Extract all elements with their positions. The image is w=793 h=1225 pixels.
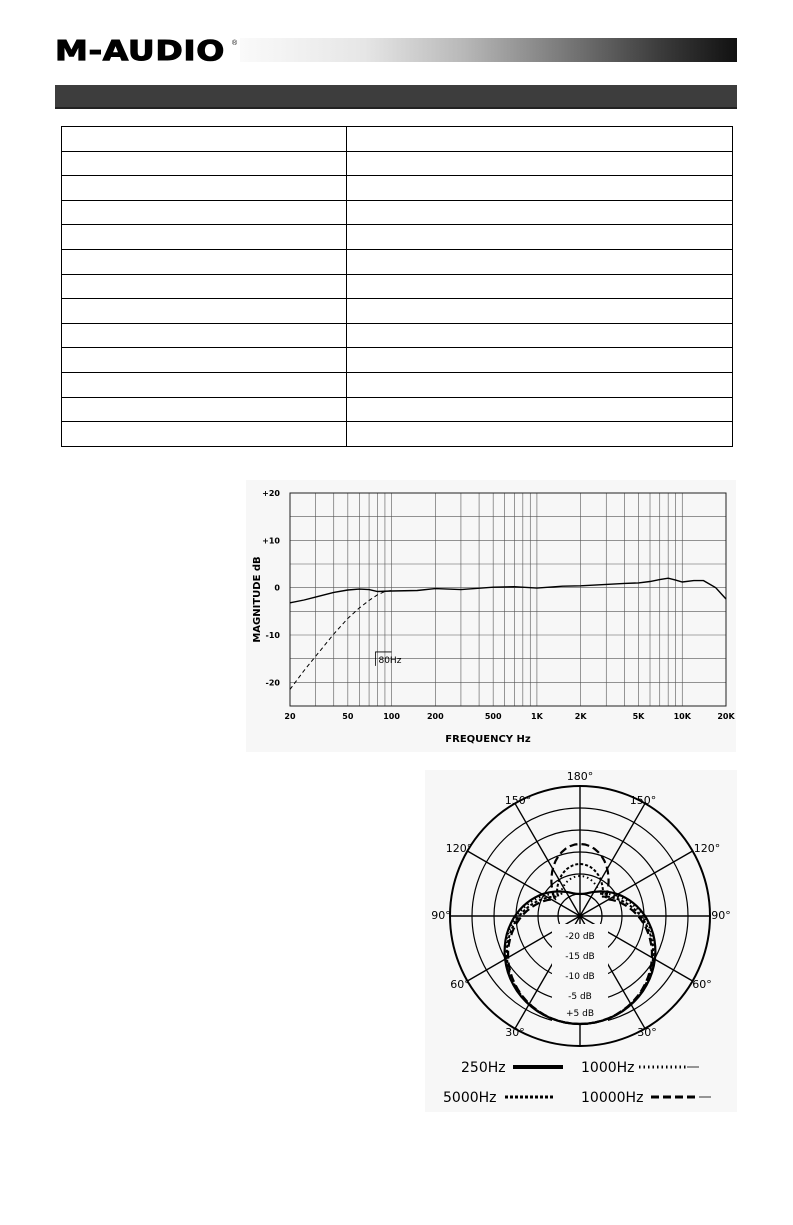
angle-label: 30° xyxy=(505,1026,525,1039)
spec-value-cell xyxy=(347,372,733,397)
spec-row xyxy=(62,127,733,152)
ring-label: -5 dB xyxy=(568,992,592,1002)
spec-value-cell xyxy=(347,397,733,422)
legend-label: 10000Hz xyxy=(581,1090,644,1106)
spec-label-cell xyxy=(62,422,347,447)
spec-value-cell xyxy=(347,176,733,201)
x-tick-label: 200 xyxy=(426,712,444,721)
x-tick-label: 50 xyxy=(342,712,354,721)
spec-label-cell xyxy=(62,249,347,274)
legend-label: 250Hz xyxy=(461,1060,506,1076)
angle-label: 150° xyxy=(629,794,657,807)
spec-value-cell xyxy=(347,422,733,447)
spec-row xyxy=(62,225,733,250)
spec-row xyxy=(62,422,733,447)
y-tick-label: 0 xyxy=(274,583,280,593)
spec-label-cell xyxy=(62,348,347,373)
y-tick-label: -20 xyxy=(265,678,280,688)
x-tick-label: 20K xyxy=(717,712,735,721)
spec-value-cell xyxy=(347,274,733,299)
angle-label: 180° xyxy=(566,770,594,783)
spec-label-cell xyxy=(62,176,347,201)
spec-value-cell xyxy=(347,127,733,152)
x-tick-label: 5K xyxy=(632,712,645,721)
angle-label: 60° xyxy=(450,978,470,991)
polar-pattern-chart xyxy=(425,770,737,1112)
plot-frame xyxy=(290,493,726,706)
x-axis-label: FREQUENCY Hz xyxy=(445,734,531,745)
spec-row xyxy=(62,176,733,201)
ring-label: +5 dB xyxy=(565,1009,595,1019)
y-tick-label: -10 xyxy=(265,631,280,640)
angle-label: 60° xyxy=(692,978,712,991)
spec-label-cell xyxy=(62,323,347,348)
y-tick-label: +20 xyxy=(262,489,280,498)
x-tick-label: 100 xyxy=(383,712,400,721)
spec-row xyxy=(62,274,733,299)
angle-label: 90° xyxy=(431,909,451,922)
spec-row xyxy=(62,249,733,274)
legend-label: 1000Hz xyxy=(581,1060,635,1076)
brand-logo: M-AUDIO xyxy=(55,34,225,67)
section-title-bar xyxy=(55,85,737,109)
y-axis-label: MAGNITUDE dB xyxy=(252,556,263,643)
x-tick-label: 1K xyxy=(531,712,543,721)
spec-row xyxy=(62,397,733,422)
x-tick-label: 10K xyxy=(673,712,691,721)
ring-label: -15 dB xyxy=(565,952,595,962)
angle-label: 120° xyxy=(445,842,473,855)
spec-row xyxy=(62,323,733,348)
header-gradient-bar xyxy=(240,38,737,62)
spec-label-cell xyxy=(62,127,347,152)
spec-label-cell xyxy=(62,372,347,397)
spec-label-cell xyxy=(62,397,347,422)
frequency-response-chart xyxy=(246,480,736,752)
spec-value-cell xyxy=(347,299,733,324)
registered-mark: ® xyxy=(232,40,238,47)
spec-value-cell xyxy=(347,249,733,274)
spec-label-cell xyxy=(62,274,347,299)
spec-value-cell xyxy=(347,225,733,250)
angle-label: 30° xyxy=(637,1026,657,1039)
angle-label: 90° xyxy=(711,909,731,922)
highpass-dashed-series xyxy=(290,591,392,690)
angle-label: 120° xyxy=(693,842,721,855)
x-tick-label: 20 xyxy=(284,712,296,721)
spec-table xyxy=(61,126,733,447)
spec-value-cell xyxy=(347,200,733,225)
x-tick-label: 500 xyxy=(484,712,502,721)
spec-value-cell xyxy=(347,323,733,348)
ring-label: -10 dB xyxy=(565,972,595,982)
spec-value-cell xyxy=(347,151,733,176)
polar-pattern-svg xyxy=(425,770,737,1112)
spec-row xyxy=(62,299,733,324)
ring-label: -20 dB xyxy=(565,932,595,942)
spec-row xyxy=(62,151,733,176)
spec-row xyxy=(62,372,733,397)
x-tick-label: 2K xyxy=(574,712,587,721)
spec-label-cell xyxy=(62,225,347,250)
spec-label-cell xyxy=(62,200,347,225)
annotation-label: 80Hz xyxy=(378,655,402,666)
spec-value-cell xyxy=(347,348,733,373)
response-series xyxy=(290,578,726,603)
spec-row xyxy=(62,200,733,225)
spec-row xyxy=(62,348,733,373)
legend-label: 5000Hz xyxy=(443,1090,497,1106)
spec-label-cell xyxy=(62,299,347,324)
frequency-response-svg xyxy=(246,480,736,752)
spec-label-cell xyxy=(62,151,347,176)
y-tick-label: +10 xyxy=(262,536,280,546)
angle-label: 150° xyxy=(504,794,532,807)
